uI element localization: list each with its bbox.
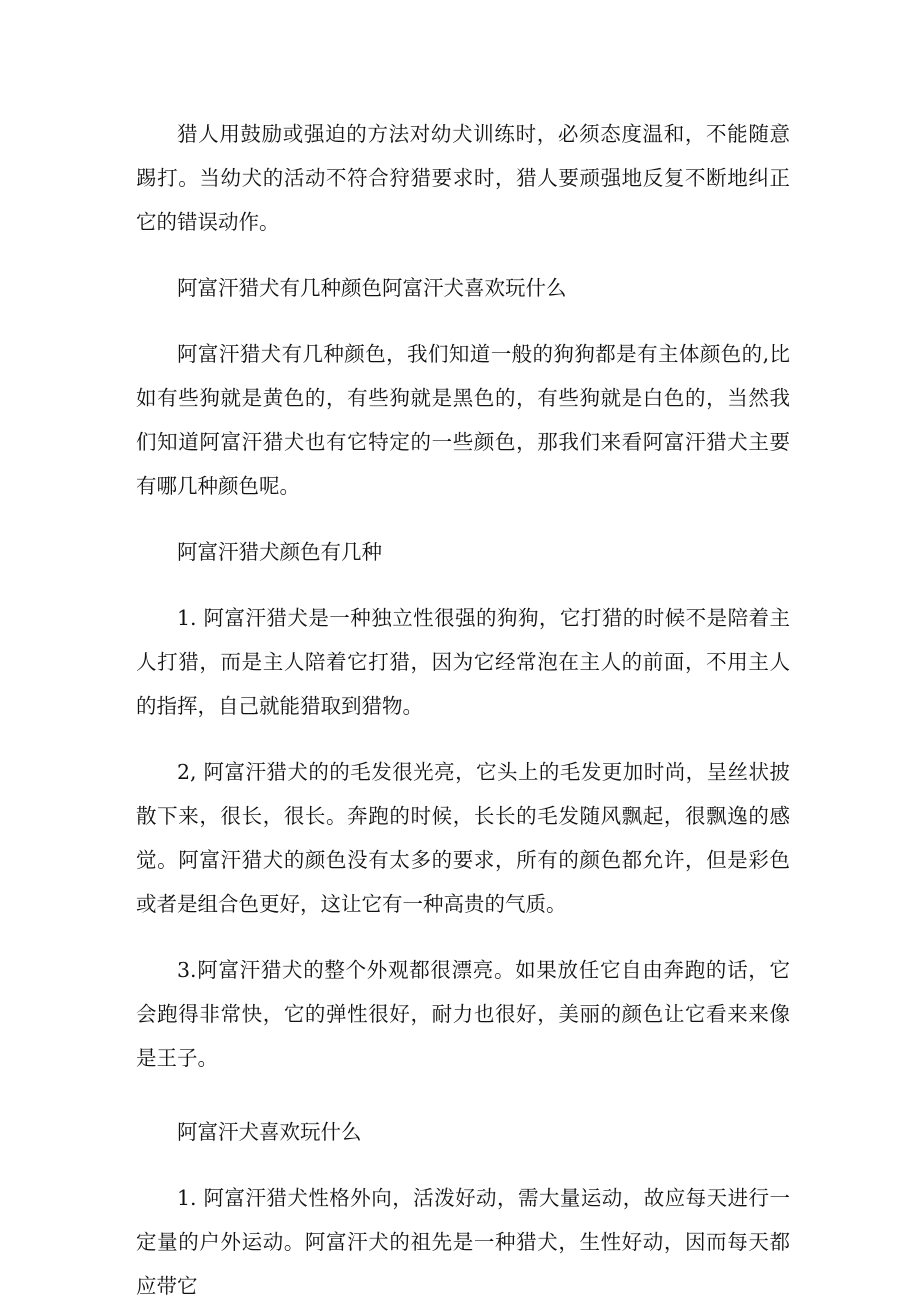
paragraph-item-3: 3.阿富汗猎犬的整个外观都很漂亮。如果放任它自由奔跑的话，它会跑得非常快，它的弹性很好，耐力也很好，美丽的颜色让它看来来像是王子。 — [136, 958, 790, 1070]
heading-colors-and-play: 阿富汗猎犬有几种颜色阿富汗犬喜欢玩什么 — [177, 276, 567, 300]
paragraph-training: 猎人用鼓励或强迫的方法对幼犬训练时，必须态度温和，不能随意踢打。当幼犬的活动不符合狩猎要求时，猎人要顽强地反复不断地纠正它的错误动作。 — [136, 122, 790, 234]
paragraph-item-1: 1. 阿富汗猎犬是一种独立性很强的狗狗，它打猎的时候不是陪着主人打猎，而是主人陪着它打猎，因为它经常泡在主人的前面，不用主人的指挥，自己就能猎取到猎物。 — [136, 606, 790, 718]
paragraph-play-item-1: 1. 阿富汗猎犬性格外向，活泼好动，需大量运动，故应每天进行一定量的户外运动。阿富汗犬的祖先是一种猎犬，生性好动，因而每天都应带它 — [136, 1186, 790, 1298]
paragraph-item-2: 2, 阿富汗猎犬的的毛发很光亮，它头上的毛发更加时尚，呈丝状披散下来，很长，很长。奔跑的时候，长长的毛发随风飘起，很飘逸的感觉。阿富汗猎犬的颜色没有太多的要求，所有的颜色都允许，但是彩色或者是组合色更好，这让它有一种高贵的气质。 — [136, 760, 790, 916]
paragraph-colors-intro: 阿富汗猎犬有几种颜色，我们知道一般的狗狗都是有主体颜色的,比如有些狗就是黄色的，有些狗就是黑色的，有些狗就是白色的，当然我们知道阿富汗猎犬也有它特定的一些颜色，那我们来看阿富汗猎犬主要有哪几种颜色呢。 — [136, 342, 790, 498]
heading-what-it-likes: 阿富汗犬喜欢玩什么 — [177, 1120, 362, 1144]
heading-color-types: 阿富汗猎犬颜色有几种 — [177, 540, 382, 564]
